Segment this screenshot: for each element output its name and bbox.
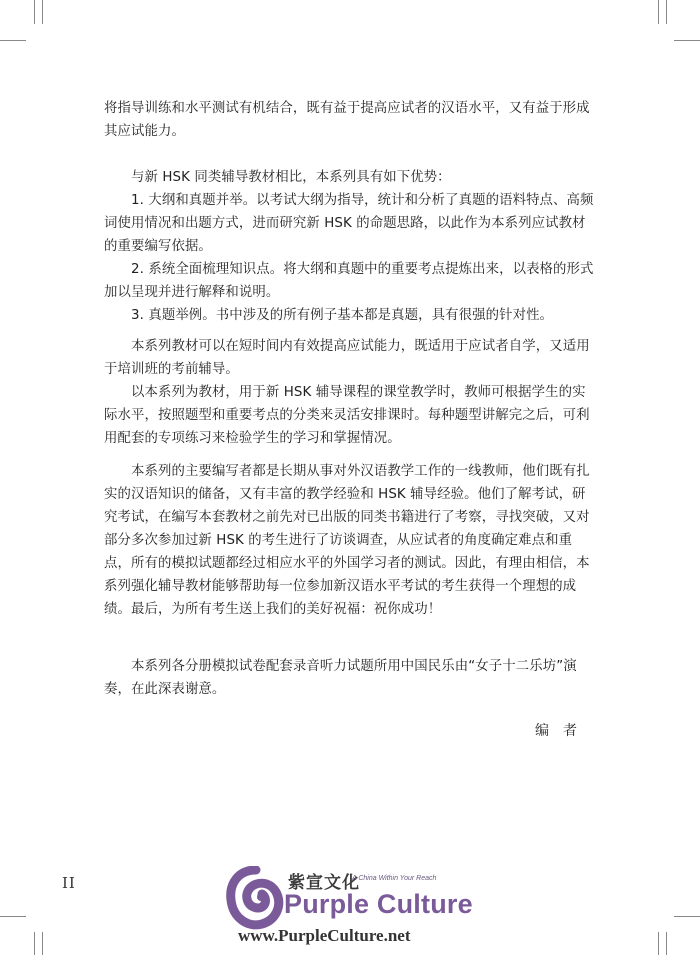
page-number: II xyxy=(62,874,76,892)
intro-paragraphs xyxy=(104,97,596,143)
crop-mark-tl-h xyxy=(0,40,26,41)
paragraph-3: 1. 大纲和真题并举。以考试大纲为指导，统计和分析了真题的语料特点、高频词使用情况和出题方式，进而研究新 HSK 的命题思路，以此作为本系列应试教材的重要编写依据。 xyxy=(104,193,594,254)
usage-section xyxy=(104,335,596,450)
advantages-section xyxy=(104,166,596,327)
paragraph-2: 与新 HSK 同类辅导教材相比，本系列具有如下优势： xyxy=(131,170,451,185)
watermark-english-name: Purple Culture xyxy=(284,889,473,919)
watermark-url: www.PurpleCulture.net xyxy=(238,926,411,945)
crop-mark-tr-h xyxy=(674,40,700,41)
paragraph-6: 本系列教材可以在短时间内有效提高应试能力，既适用于应试者自学，又适用于培训班的考前辅导。 xyxy=(104,339,590,377)
paragraph-7: 以本系列为教材，用于新 HSK 辅导课程的课堂教学时，教师可根据学生的实际水平，按照题型和重要考点的分类来灵活安排课时。每种题型讲解完之后，可利用配套的专项练习来检验学生的学习和掌握情况。 xyxy=(104,385,590,446)
paragraph-5: 3. 真题举例。书中涉及的所有例子基本都是真题，具有很强的针对性。 xyxy=(131,308,554,323)
crop-mark-br-h xyxy=(674,916,700,917)
signature: 编者 xyxy=(535,723,591,739)
watermark-tagline: A China Within Your Reach xyxy=(352,875,437,882)
crop-mark-tl-v2 xyxy=(42,0,43,24)
authors-section xyxy=(104,460,596,621)
paragraph-8: 本系列的主要编写者都是长期从事对外汉语教学工作的一线教师，他们既有扎实的汉语知识的储备，又有丰富的教学经验和 HSK 辅导经验。他们了解考试，研究考试，在编写本套教材之前先对已出版的同类书籍进行了考察，寻找突破，又对部分多次参加过新 HSK 的考生进行了访谈调查，从应试者的角度确定难点和重点，所有的模拟试题都经过相应水平的外国学习者的测试。因此，有理由相信，本系列强化辅导教材能够帮助每一位参加新汉语水平考试的考生获得一个理想的成绩。最后，为所有考生送上我们的美好祝福：祝你成功！ xyxy=(104,464,590,617)
crop-mark-tr-v1 xyxy=(658,0,659,24)
crop-mark-bl-v2 xyxy=(42,932,43,955)
logo-swirl-outer xyxy=(231,870,279,925)
crop-mark-tl-v1 xyxy=(34,0,35,24)
crop-mark-br-v1 xyxy=(658,932,659,955)
paragraph-4: 2. 系统全面梳理知识点。将大纲和真题中的重要考点提炼出来，以表格的形式加以呈现并进行解释和说明。 xyxy=(104,262,594,300)
crop-mark-br-v2 xyxy=(666,932,667,955)
acknowledgement-section xyxy=(104,655,596,701)
purple-culture-logo-icon xyxy=(226,866,284,932)
crop-mark-tr-v2 xyxy=(666,0,667,24)
logo-center-dot xyxy=(257,893,265,901)
crop-mark-bl-v1 xyxy=(34,932,35,955)
paragraph-9: 本系列各分册模拟试卷配套录音听力试题所用中国民乐由“女子十二乐坊”演奏，在此深表谢意。 xyxy=(104,659,577,697)
crop-mark-bl-h xyxy=(0,916,26,917)
watermark-chinese-name: 紫宣文化 xyxy=(288,873,360,893)
paragraph-1: 将指导训练和水平测试有机结合，既有益于提高应试者的汉语水平，又有益于形成其应试能力。 xyxy=(104,101,590,139)
